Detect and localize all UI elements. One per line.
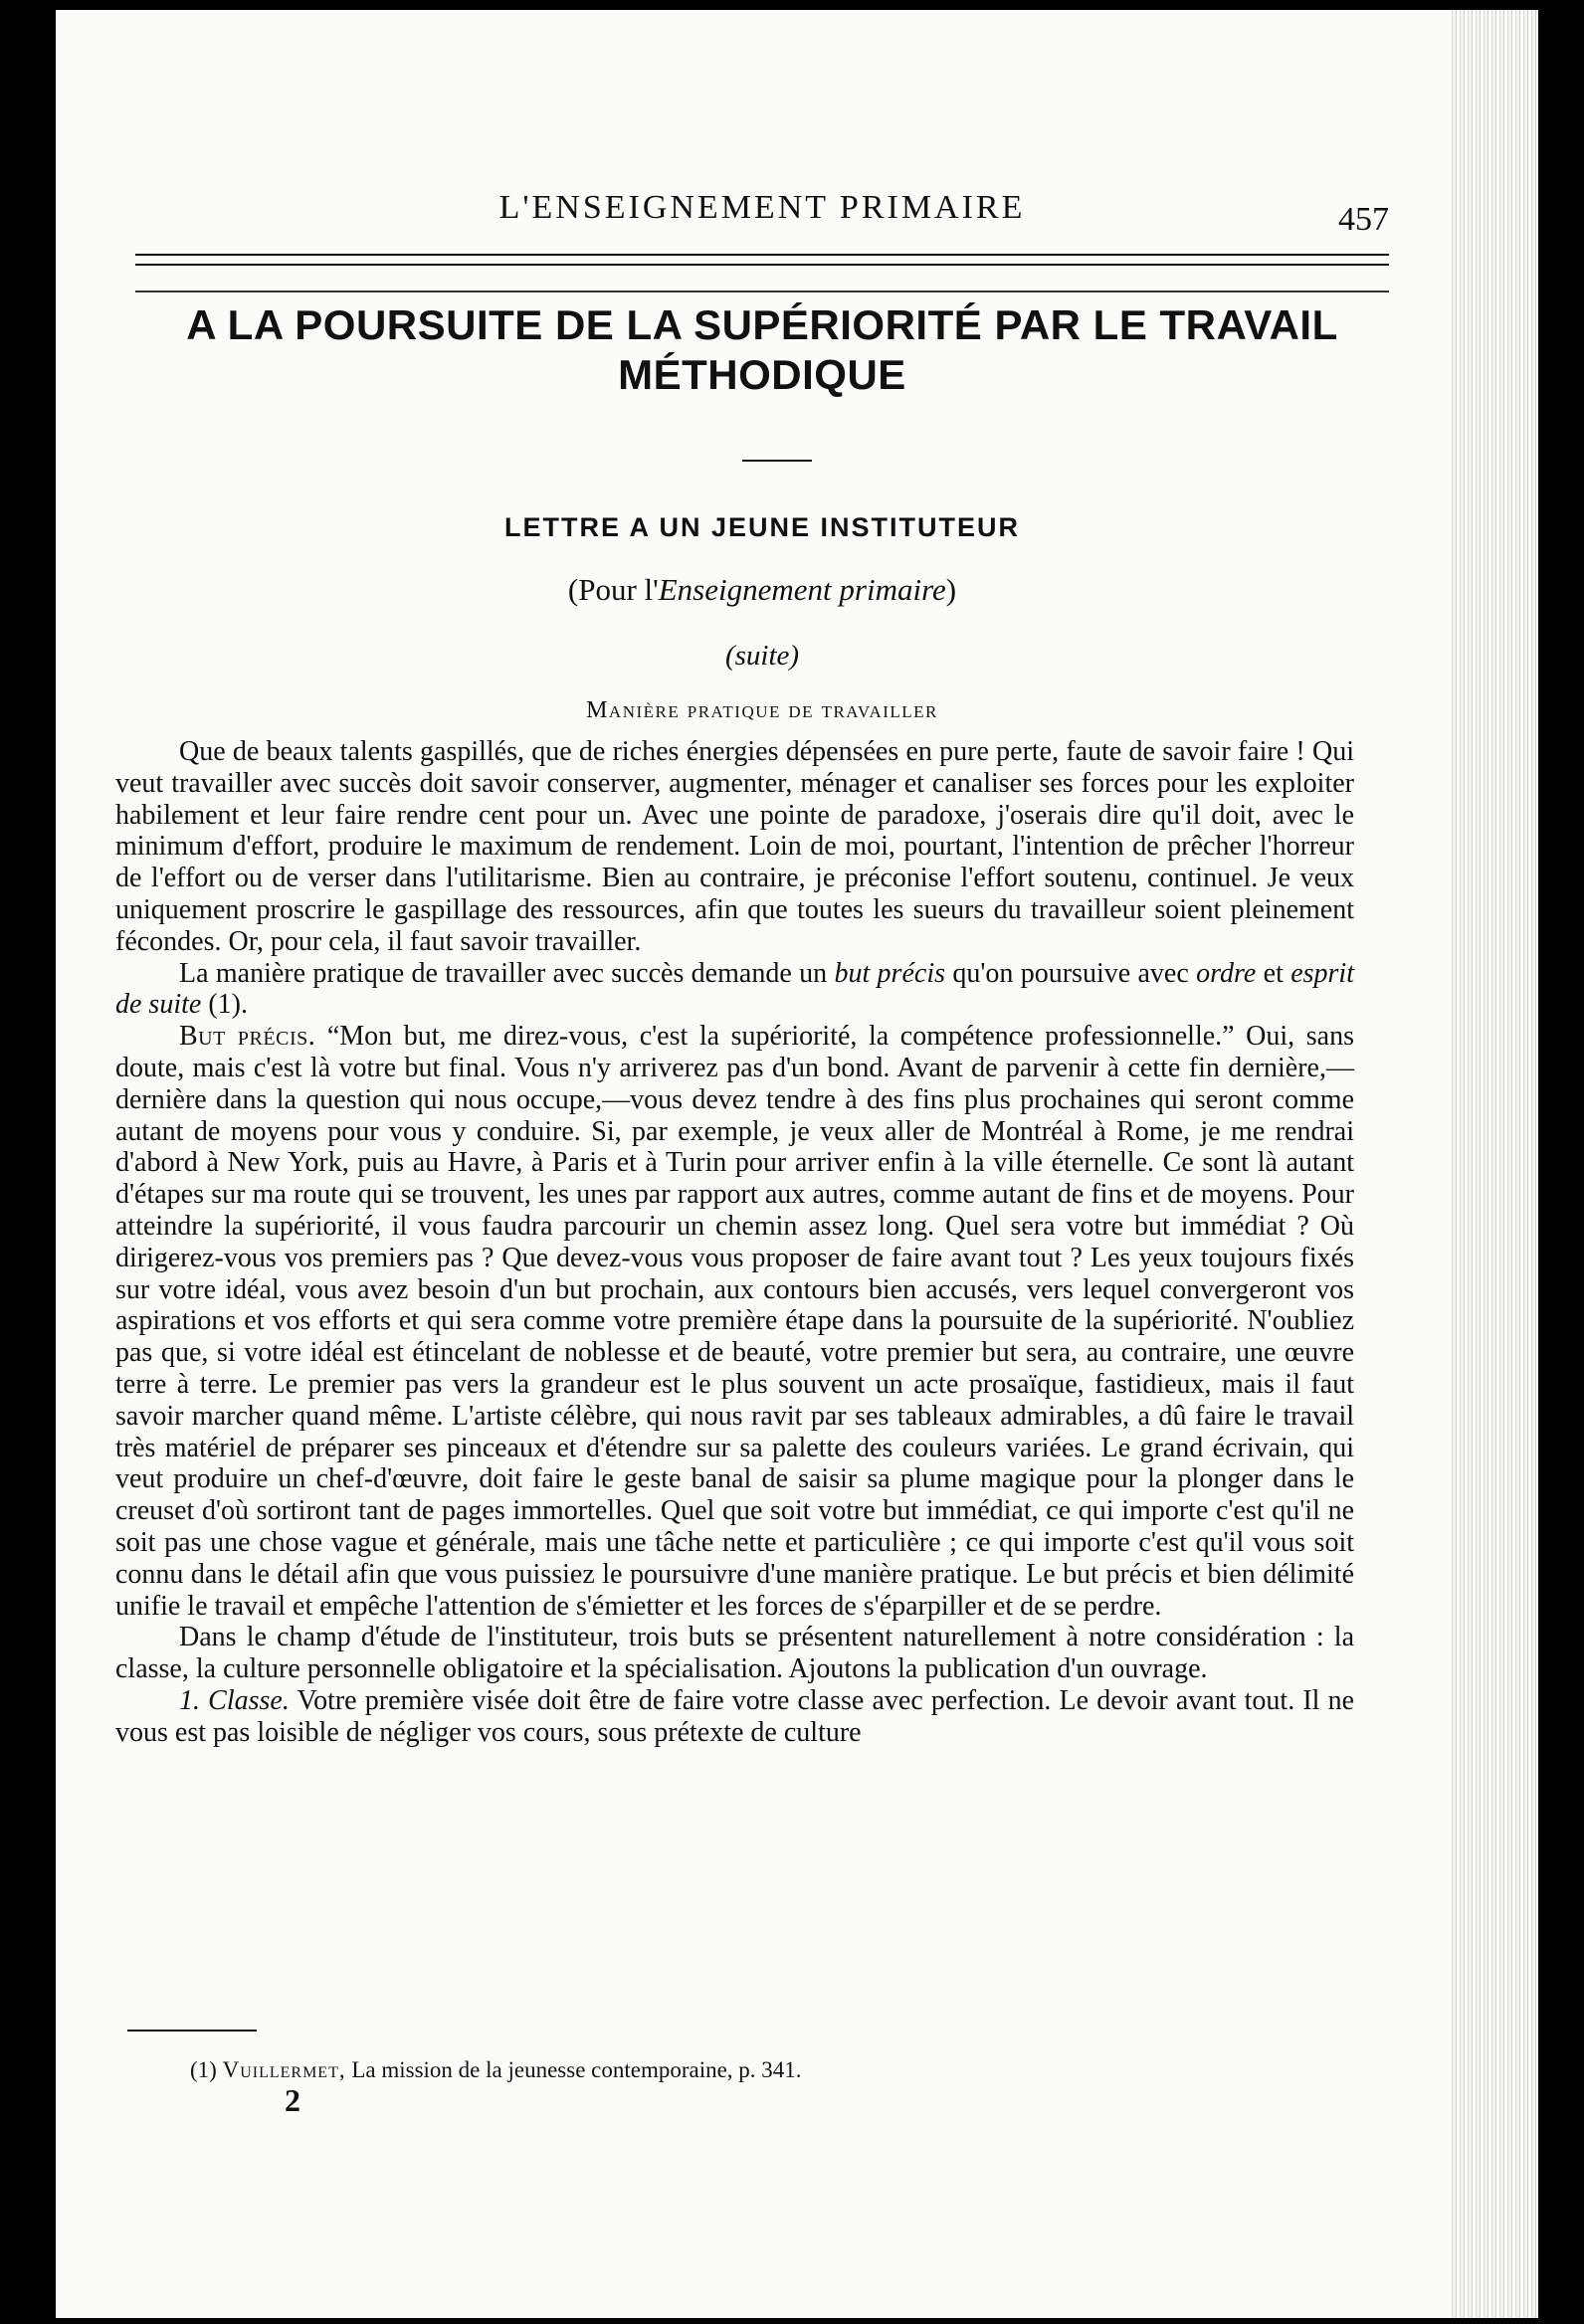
signature-mark: 2 [285, 2082, 300, 2118]
paragraph-5 [115, 1685, 1354, 1749]
source-open: (Pour l' [567, 572, 659, 607]
footnote [190, 2057, 1185, 2083]
article-body [115, 736, 1354, 1749]
paragraph-3 [115, 1021, 1354, 1622]
paragraph-2-emphasis-esprit: esprit de suite [115, 957, 1354, 1021]
article-title [135, 300, 1389, 400]
paragraph-5-lead: 1. Classe. [179, 1684, 290, 1716]
article-title-line-1: A LA POURSUITE DE LA SUPÉRIORITÉ PAR LE TRAVAIL [186, 301, 1338, 348]
header-double-rule [135, 254, 1389, 266]
running-title: L'ENSEIGNEMENT PRIMAIRE [498, 189, 1026, 226]
article-subtitle: LETTRE A UN JEUNE INSTITUTEUR [503, 512, 1020, 542]
source-line [135, 572, 1389, 608]
footnote-text: La mission de la jeunesse contemporaine, p. 341. [345, 2057, 802, 2082]
book-page [56, 10, 1538, 2318]
page-edge-shadow [1449, 10, 1538, 2318]
paragraph-2-emphasis-ordre: ordre [1196, 957, 1257, 989]
source-close: ) [945, 572, 957, 607]
paragraph-2-text-c: qu'on poursuive avec [945, 957, 1197, 989]
paragraph-2-text-e: et [1256, 957, 1291, 989]
paragraph-2-text-a: La manière pratique de travailler avec succès demande un [179, 957, 835, 989]
header-thin-rule [135, 290, 1389, 292]
paragraph-4: Dans le champ d'étude de l'instituteur, trois buts se présentent naturellement à notre considération : la classe, la culture personnelle obligatoire et la spécialisation. Ajoutons la publication d'un ouvrage. [115, 1622, 1354, 1685]
article-title-line-2: MÉTHODIQUE [618, 351, 906, 398]
running-header [135, 179, 1389, 249]
title-separator-rule [742, 460, 812, 462]
paragraph-5-text: Votre première visée doit être de faire votre classe avec perfection. Le devoir avant tout. Il ne vous est pas loisible de négliger vos cours, sous prétexte de culture [115, 1684, 1354, 1748]
footnote-author: Vuillermet, [222, 2057, 346, 2082]
paragraph-2-emphasis-but: but précis [834, 957, 945, 989]
continuation-note: (suite) [724, 640, 800, 672]
paragraph-3-lead: But précis. [179, 1021, 316, 1053]
footnote-rule [127, 2030, 257, 2032]
paragraph-2-text-g: (1). [201, 989, 248, 1021]
footnote-marker: (1) [190, 2057, 217, 2082]
paragraph-1: Que de beaux talents gaspillés, que de riches énergies dépensées en pure perte, faute de savoir faire ! Qui veut travailler avec succès doit savoir conserver, augmenter, ménager et canaliser ses forces pour les exploiter habilement et leur faire rendre cent pour un. Avec une pointe de paradoxe, j'oserais dire qu'il doit, avec le minimum d'effort, produire le maximum de rendement. Loin de moi, pourtant, l'intention de prêcher l'horreur de l'effort ou de verser dans l'utilitarisme. Bien au contraire, je préconise l'effort soutenu, continuel. Je veux uniquement proscrire le gaspillage des ressources, afin que toutes les sueurs du travailleur soient pleinement fécondes. Or, pour cela, il faut savoir travailler. [115, 736, 1354, 957]
page-number: 457 [1338, 201, 1389, 238]
paragraph-2 [115, 958, 1354, 1022]
paragraph-3-text: “Mon but, me direz-vous, c'est la supériorité, la compétence professionnelle.” Oui, sans doute, mais c'est là votre but final. Vous n'y arriverez pas d'un bond. Avant de parvenir à cette fin dernière,—dernière dans la question qui nous occupe,—vous devez tendre à des fins plus prochaines qui seront comme autant de moyens pour vous y conduire. Si, par exemple, je veux aller de Montréal à Rome, je me rendrai d'abord à New York, puis au Havre, à Paris et à Turin pour arriver enfin à la ville éternelle. Ce sont là autant d'étapes sur ma route qui se trouvent, les unes par rapport aux autres, comme autant de fins et de moyens. Pour atteindre la supériorité, il vous faudra parcourir un chemin assez long. Quel sera votre but immédiat ? Où dirigerez-vous vos premiers pas ? Que devez-vous vous proposer de faire avant tout ? Les yeux toujours fixés sur votre idéal, vous avez besoin d'un but prochain, aux contours bien accusés, vers lequel convergeront vos aspirations et vos efforts et qui sera comme votre première étape dans la poursuite de la supériorité. N'oubliez pas que, si votre idéal est étincelant de noblesse et de beauté, votre premier but sera, au contraire, une œuvre terre à terre. Le premier pas vers la grandeur est le plus souvent un acte prosaïque, fastidieux, mais il faut savoir marcher quand même. L'artiste célèbre, qui nous ravit par ses tableaux admirables, a dû faire le travail très matériel de préparer ses pinceaux et d'étendre sur sa palette des couleurs variées. Le grand écrivain, qui veut produire un chef-d'œuvre, doit faire le geste banal de saisir sa plume magique pour la plonger dans le creuset d'où sortiront tant de pages immortelles. Quel que soit votre but immédiat, ce qui importe c'est qu'il ne soit pas une chose vague et générale, mais une tâche nette et particulière ; ce qui importe c'est qu'il vous soit connu dans le détail afin que vous puissiez le poursuivre d'une manière pratique. Le but précis et bien délimité unifie le travail et empêche l'attention de s'émietter et les forces de s'éparpiller et de se perdre. [115, 1021, 1354, 1622]
section-heading: Manière pratique de travailler [586, 697, 938, 723]
source-publication: Enseignement primaire [658, 572, 946, 607]
